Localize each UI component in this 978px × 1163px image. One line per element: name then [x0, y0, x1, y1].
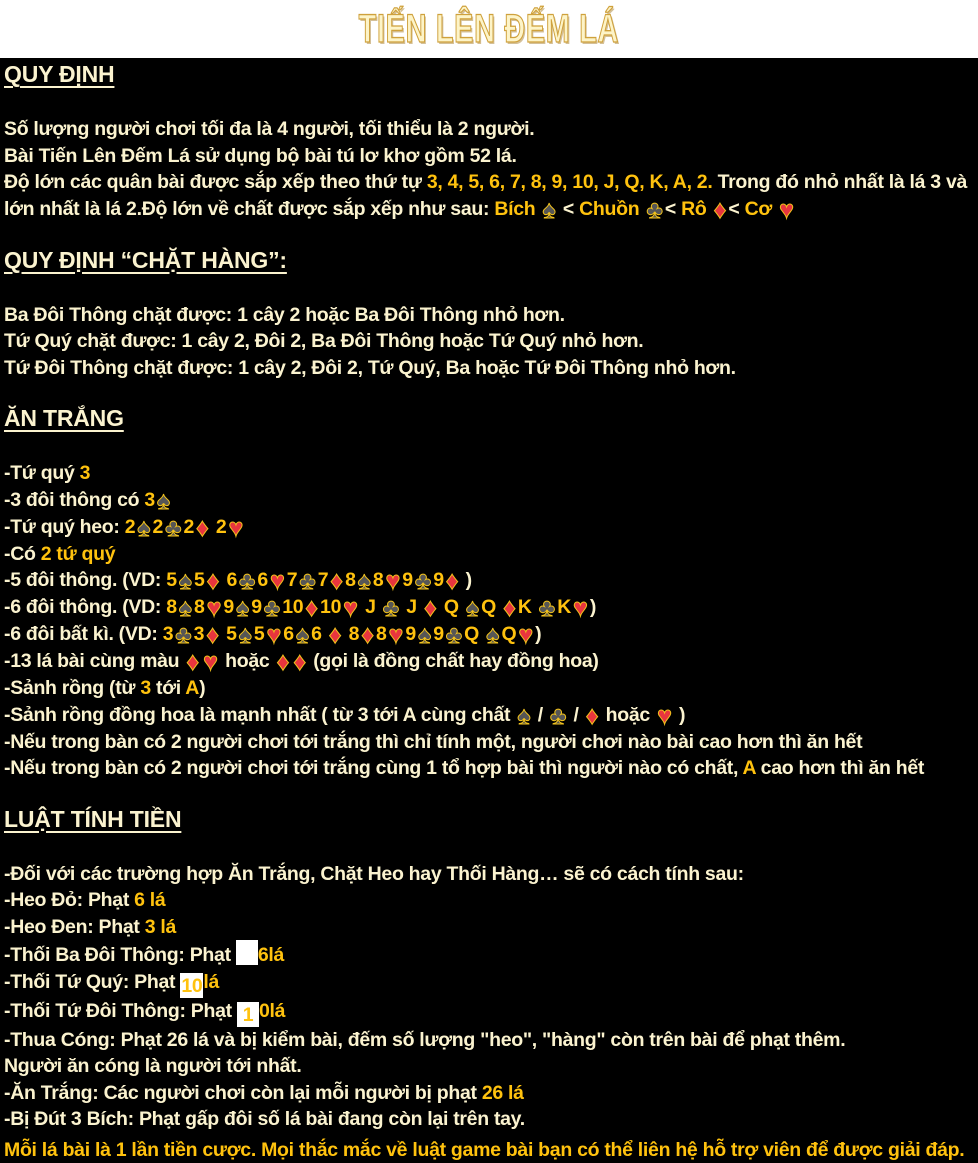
text-segment: Rô [681, 198, 712, 220]
section-heading: QUY ĐỊNH [4, 61, 974, 88]
text-segment: A [185, 677, 199, 699]
rules-sections [4, 61, 974, 1133]
rule-line [4, 328, 976, 355]
text-segment: -Thua Cóng: Phạt 26 lá và bị kiểm bài, đếm số lượng "heo", "hàng" còn trên bài để phạt thêm. [4, 1029, 845, 1051]
diamond-icon: ♦ [424, 594, 437, 622]
text-segment: Chuồn [579, 198, 644, 220]
rule-line [4, 861, 976, 888]
club-icon: ♣ [550, 702, 566, 730]
text-segment: Bích [494, 198, 540, 220]
text-segment: 2 tứ quý [41, 543, 116, 565]
text-segment: 10 [320, 596, 341, 618]
text-segment: 9 [433, 623, 444, 645]
rule-line [4, 1080, 976, 1107]
spade-icon: ♠ [517, 702, 530, 730]
text-segment: J [401, 596, 422, 618]
diamond-icon: ♦ [293, 648, 306, 676]
spade-icon: ♠ [236, 594, 249, 622]
rule-line [4, 648, 976, 675]
rule-line [4, 1106, 976, 1133]
club-icon: ♣ [539, 594, 555, 622]
heart-icon: ♥ [207, 594, 222, 622]
heart-icon: ♥ [343, 594, 358, 622]
rules-section [4, 405, 974, 782]
text-segment: Cơ [745, 198, 777, 220]
diamond-icon: ♦ [330, 567, 343, 595]
text-segment: -Sảnh rồng đồng hoa là mạnh nhất ( từ 3 tới A cùng chất [4, 704, 515, 726]
text-segment: 5 [221, 623, 237, 645]
spade-icon: ♠ [296, 621, 309, 649]
text-segment: 3 [140, 677, 151, 699]
spade-icon: ♠ [358, 567, 371, 595]
text-segment: Trong đó nhỏ nhất là lá 3 và lớn nhất là lá 2.Độ lớn về chất được sắp xếp như sau: [4, 171, 967, 220]
diamond-icon: ♦ [207, 567, 220, 595]
text-segment: 10 [282, 596, 303, 618]
page-title: TIẾN LÊN ĐẾM LÁ [359, 9, 619, 49]
heart-icon: ♥ [573, 594, 588, 622]
rules-section [4, 247, 974, 382]
heart-icon: ♥ [385, 567, 400, 595]
text-segment: 3 [80, 462, 91, 484]
rule-line [4, 914, 976, 941]
text-segment: J [360, 596, 381, 618]
text-segment: -Nếu trong bàn có 2 người chơi tới trắng thì chỉ tính một, người chơi nào bài cao hơn thì ăn hết [4, 731, 862, 753]
text-segment: 3 [144, 489, 155, 511]
text-segment: -Đối với các trường hợp Ăn Trắng, Chặt Heo hay Thối Hàng… sẽ có cách tính sau: [4, 863, 744, 885]
text-segment: 6 [311, 623, 327, 645]
text-segment: A [743, 757, 756, 779]
text-segment: Tứ Đôi Thông chặt được: 1 cây 2, Đôi 2, Tứ Quý, Ba hoặc Tứ Đôi Thông nhỏ hơn. [4, 357, 736, 379]
text-segment: Độ lớn các quân bài được sắp xếp theo thứ tự [4, 171, 427, 193]
spade-icon: ♠ [543, 196, 556, 224]
text-segment: 3 [163, 623, 174, 645]
text-segment: / [533, 704, 548, 726]
spade-icon: ♠ [239, 621, 252, 649]
text-segment: 7 [318, 569, 329, 591]
text-segment: -Heo Đen: Phạt [4, 916, 145, 938]
white-highlight-box: 1 [237, 1002, 259, 1027]
text-segment: 9 [223, 596, 234, 618]
text-segment: K [557, 596, 571, 618]
spade-icon: ♠ [466, 594, 479, 622]
diamond-icon: ♦ [305, 594, 318, 622]
diamond-icon: ♦ [446, 567, 459, 595]
club-icon: ♣ [646, 196, 662, 224]
text-segment: 6 [221, 569, 237, 591]
rules-section [4, 806, 974, 1133]
text-segment: -Thối Tứ Quý: Phạt [4, 971, 180, 993]
section-heading: ĂN TRẮNG [4, 405, 974, 432]
text-segment: -Có [4, 543, 41, 565]
footer-note: Mỗi lá bài là 1 lần tiền cược. Mọi thắc mắc về luật game bài bạn có thể liên hệ hỗ trợ viên để được giải đáp. [4, 1137, 974, 1163]
rule-line [4, 594, 976, 621]
text-segment: ) [535, 623, 541, 645]
text-segment: 5 [166, 569, 177, 591]
text-segment: 5 [254, 623, 265, 645]
white-highlight-box: 10 [180, 973, 203, 998]
rules-section [4, 61, 974, 223]
rules-content [0, 61, 978, 1163]
diamond-icon: ♦ [503, 594, 516, 622]
text-segment: 9 [405, 623, 416, 645]
text-segment: K [518, 596, 537, 618]
text-segment: 26 lá [482, 1082, 524, 1104]
text-segment: 6 [257, 569, 268, 591]
rule-line [4, 302, 976, 329]
text-segment: 0lá [259, 1000, 285, 1022]
text-segment: -Bị Đút 3 Bích: Phạt gấp đôi số lá bài đang còn lại trên tay. [4, 1108, 525, 1130]
club-icon: ♣ [165, 514, 181, 542]
heart-icon: ♥ [518, 621, 533, 649]
text-segment: 9 [402, 569, 413, 591]
rule-line [4, 567, 976, 594]
text-segment: ) [674, 704, 685, 726]
spade-icon: ♠ [157, 487, 170, 515]
rule-line [4, 702, 976, 729]
club-icon: ♣ [239, 567, 255, 595]
header-band [0, 0, 978, 58]
text-segment: -13 lá bài cùng màu [4, 650, 184, 672]
text-segment: Bài Tiến Lên Đếm Lá sử dụng bộ bài tú lơ khơ gồm 52 lá. [4, 145, 517, 167]
text-segment: 8 [344, 623, 360, 645]
text-segment: 6lá [258, 944, 284, 966]
text-segment: / [568, 704, 583, 726]
rule-line [4, 887, 976, 914]
rule-line [4, 355, 976, 382]
text-segment: 3 [194, 623, 205, 645]
spade-icon: ♠ [418, 621, 431, 649]
text-segment: 3, 4, 5, 6, 7, 8, 9, 10, J, Q, K, A, 2. [427, 171, 713, 193]
rule-line [4, 1053, 976, 1080]
text-segment: 3 lá [145, 916, 176, 938]
text-segment: -3 đôi thông có [4, 489, 144, 511]
text-segment: ) [590, 596, 596, 618]
spade-icon: ♠ [179, 567, 192, 595]
rule-line [4, 460, 976, 487]
text-segment: Q [439, 596, 464, 618]
rule-line [4, 143, 976, 170]
club-icon: ♣ [446, 621, 462, 649]
text-segment: -Tứ quý [4, 462, 80, 484]
text-segment: -Sảnh rồng (từ [4, 677, 140, 699]
text-segment: tới [151, 677, 185, 699]
text-segment: -6 đôi bất kì. (VD: [4, 623, 163, 645]
text-segment: -5 đôi thông. (VD: [4, 569, 166, 591]
text-segment: 5 [194, 569, 205, 591]
heart-icon: ♥ [266, 621, 281, 649]
rule-line [4, 940, 976, 969]
diamond-icon: ♦ [714, 196, 727, 224]
rule-line [4, 116, 976, 143]
text-segment: -6 đôi thông. (VD: [4, 596, 166, 618]
text-segment: -Heo Đỏ: Phạt [4, 889, 134, 911]
club-icon: ♣ [264, 594, 280, 622]
text-segment: < [728, 198, 744, 220]
diamond-icon: ♦ [206, 621, 219, 649]
text-segment: Số lượng người chơi tối đa là 4 người, tối thiểu là 2 người. [4, 118, 534, 140]
rule-line [4, 514, 976, 541]
heart-icon: ♥ [779, 196, 794, 224]
text-segment: 8 [376, 623, 387, 645]
text-segment: Ba Đôi Thông chặt được: 1 cây 2 hoặc Ba Đôi Thông nhỏ hơn. [4, 304, 565, 326]
text-segment: 2 [211, 516, 227, 538]
text-segment: 9 [433, 569, 444, 591]
text-segment: -Nếu trong bàn có 2 người chơi tới trắng cùng 1 tổ hợp bài thì người nào có chất, [4, 757, 743, 779]
text-segment: -Thối Tứ Đôi Thông: Phạt [4, 1000, 237, 1022]
rule-line [4, 755, 976, 782]
rule-line [4, 969, 976, 998]
text-segment: -Tứ quý heo: [4, 516, 125, 538]
heart-icon: ♥ [657, 702, 672, 730]
text-segment: -Thối Ba Đôi Thông: Phạt [4, 944, 236, 966]
text-segment: 2 [184, 516, 195, 538]
text-segment: < [558, 198, 579, 220]
diamond-icon: ♦ [329, 621, 342, 649]
text-segment: ) [199, 677, 205, 699]
rule-line [4, 541, 976, 568]
diamond-icon: ♦ [196, 514, 209, 542]
text-segment: 8 [373, 569, 384, 591]
rule-line [4, 675, 976, 702]
text-segment: Tứ Quý chặt được: 1 cây 2, Đôi 2, Ba Đôi Thông hoặc Tứ Quý nhỏ hơn. [4, 330, 643, 352]
text-segment: Q [464, 623, 484, 645]
diamond-icon: ♦ [586, 702, 599, 730]
heart-icon: ♥ [270, 567, 285, 595]
heart-icon: ♥ [203, 648, 218, 676]
diamond-icon: ♦ [361, 621, 374, 649]
club-icon: ♣ [415, 567, 431, 595]
section-heading: LUẬT TÍNH TIỀN [4, 806, 974, 833]
text-segment: Q [481, 596, 501, 618]
heart-icon: ♥ [389, 621, 404, 649]
text-segment: (gọi là đồng chất hay đồng hoa) [308, 650, 598, 672]
rule-line [4, 998, 976, 1027]
club-icon: ♣ [383, 594, 399, 622]
spade-icon: ♠ [179, 594, 192, 622]
text-segment: hoặc [601, 704, 656, 726]
text-segment: 8 [166, 596, 177, 618]
text-segment: hoặc [220, 650, 275, 672]
text-segment: 2 [153, 516, 164, 538]
text-segment: 9 [251, 596, 262, 618]
heart-icon: ♥ [228, 514, 243, 542]
text-segment: 6 [283, 623, 294, 645]
text-segment: Người ăn cóng là người tới nhất. [4, 1055, 301, 1077]
text-segment: 8 [345, 569, 356, 591]
text-segment: cao hơn thì ăn hết [756, 757, 925, 779]
text-segment: 7 [287, 569, 298, 591]
text-segment: ) [461, 569, 472, 591]
text-segment: < [665, 198, 681, 220]
rule-line [4, 169, 976, 223]
diamond-icon: ♦ [186, 648, 199, 676]
diamond-icon: ♦ [277, 648, 290, 676]
section-heading: QUY ĐỊNH “CHẶT HÀNG”: [4, 247, 974, 274]
text-segment: 8 [194, 596, 205, 618]
white-highlight-box [236, 940, 258, 965]
rule-line [4, 621, 976, 648]
club-icon: ♣ [299, 567, 315, 595]
text-segment: -Ăn Trắng: Các người chơi còn lại mỗi người bị phạt [4, 1082, 482, 1104]
rule-line [4, 729, 976, 756]
rule-line [4, 487, 976, 514]
text-segment: Q [501, 623, 516, 645]
text-segment: lá [203, 971, 219, 993]
spade-icon: ♠ [137, 514, 150, 542]
spade-icon: ♠ [486, 621, 499, 649]
club-icon: ♣ [175, 621, 191, 649]
rule-line [4, 1027, 976, 1054]
text-segment: 6 lá [134, 889, 165, 911]
text-segment: 2 [125, 516, 136, 538]
